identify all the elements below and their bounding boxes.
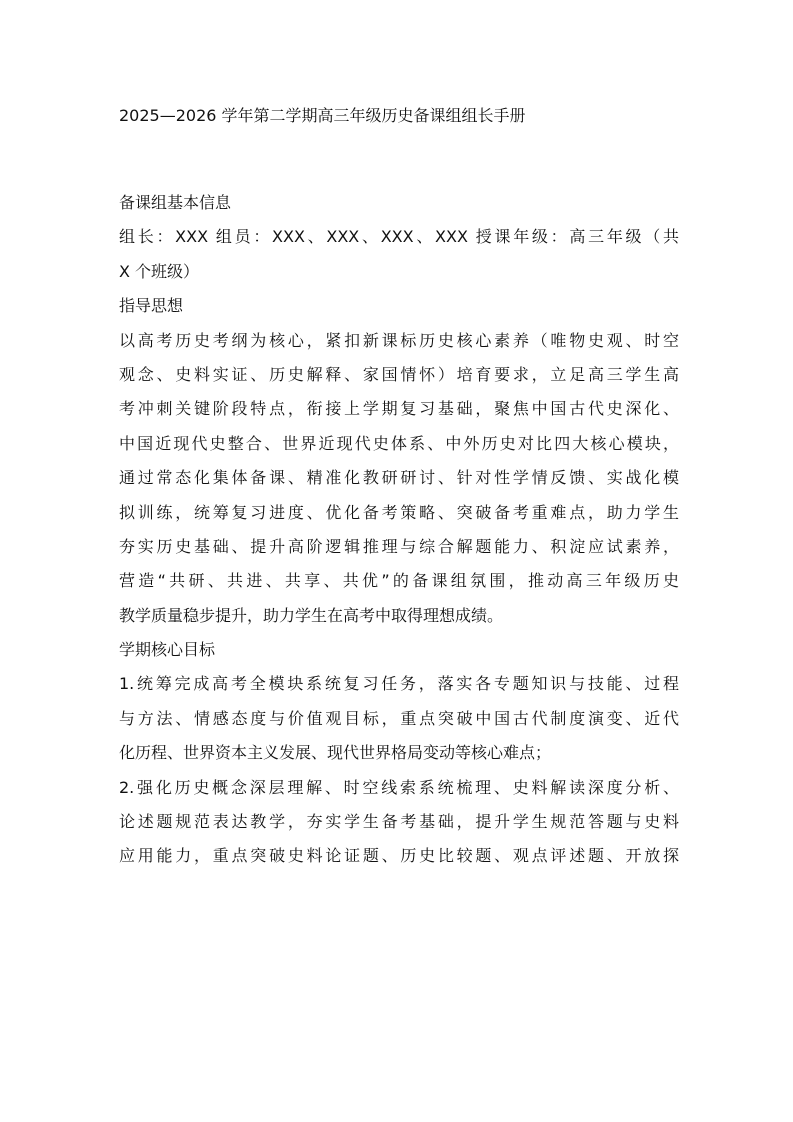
guiding-paragraph-line: 观念、史料实证、历史解释、家国情怀）培育要求，立足高三学生高: [119, 364, 679, 384]
goal-paragraph-line: 化历程、世界资本主义发展、现代世界格局变动等核心难点；: [119, 743, 552, 763]
section-heading-basic-info: 备课组基本信息: [119, 193, 232, 212]
guiding-paragraph-line: 通过常态化集体备课、精准化教研研讨、针对性学情反馈、实战化模: [119, 468, 679, 488]
document-body: [119, 186, 679, 874]
goal-paragraph-line: 论述题规范表达教学，夯实学生备考基础，提升学生规范答题与史料: [119, 812, 679, 832]
guiding-paragraph-line: 教学质量稳步提升，助力学生在高考中取得理想成绩。: [119, 605, 504, 625]
guiding-paragraph-line: 以高考历史考纲为核心，紧扣新课标历史核心素养（唯物史观、时空: [119, 330, 679, 350]
section-heading-guiding-thought: 指导思想: [119, 296, 184, 316]
basic-info-line: 组长：XXX 组员：XXX、XXX、XXX、XXX 授课年级：高三年级（共: [119, 227, 679, 247]
goal-paragraph-line: 应用能力，重点突破史料论证题、历史比较题、观点评述题、开放探: [119, 846, 679, 866]
section-heading-core-goals: 学期核心目标: [119, 640, 216, 660]
guiding-paragraph-line: 夯实历史基础、提升高阶逻辑推理与综合解题能力、积淀应试素养，: [119, 536, 679, 556]
guiding-paragraph-line: 考冲刺关键阶段特点，衔接上学期复习基础，聚焦中国古代史深化、: [119, 399, 679, 419]
guiding-paragraph-line: 中国近现代史整合、世界近现代史体系、中外历史对比四大核心模块，: [119, 433, 679, 453]
guiding-paragraph-line: 拟训练，统筹复习进度、优化备考策略、突破备考重难点，助力学生: [119, 502, 679, 522]
guiding-paragraph-line: 营造“共研、共进、共享、共优”的备课组氛围，推动高三年级历史: [119, 571, 679, 591]
document-title: 2025—2026 学年第二学期高三年级历史备课组组长手册: [119, 106, 526, 125]
goal-paragraph-line: 2.强化历史概念深层理解、时空线索系统梳理、史料解读深度分析、: [119, 777, 679, 797]
goal-paragraph-line: 1.统筹完成高考全模块系统复习任务，落实各专题知识与技能、过程: [119, 674, 679, 694]
basic-info-line: X 个班级）: [119, 261, 200, 281]
goal-paragraph-line: 与方法、情感态度与价值观目标，重点突破中国古代制度演变、近代: [119, 708, 679, 728]
